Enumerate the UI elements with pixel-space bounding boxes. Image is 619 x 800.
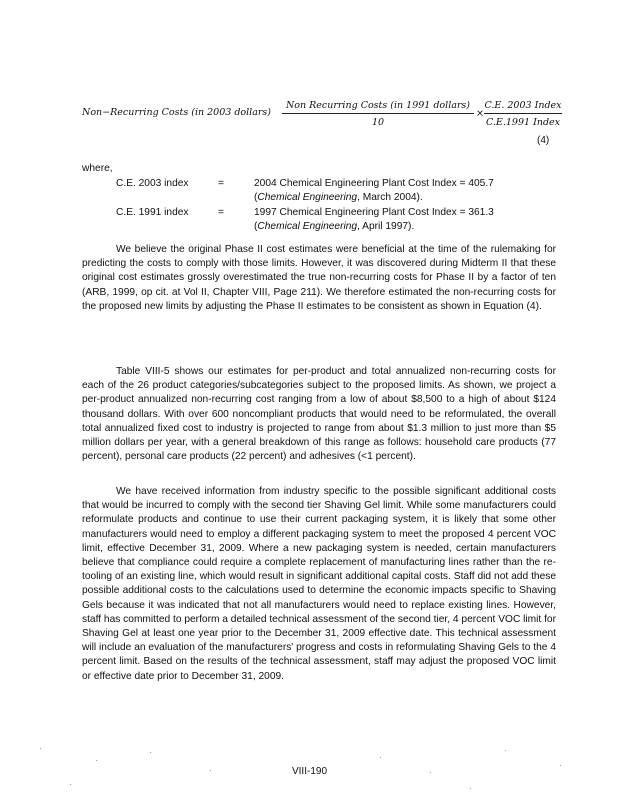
definition-value bbox=[254, 177, 554, 205]
equation-main-fraction bbox=[282, 100, 474, 128]
where-label: where, bbox=[82, 163, 113, 174]
equation-denominator: 10 bbox=[371, 117, 385, 128]
ratio-denominator: C.E.1991 Index bbox=[485, 117, 561, 128]
equation-index-ratio bbox=[484, 100, 562, 128]
source-title: Chemical Engineering bbox=[257, 221, 358, 233]
definition-source: (Chemical Engineering, March 2004). bbox=[254, 192, 423, 204]
multiply-sign: × bbox=[476, 108, 484, 119]
source-title: Chemical Engineering bbox=[257, 192, 358, 204]
definition-equals: = bbox=[218, 178, 224, 189]
definition-source: (Chemical Engineering, April 1997). bbox=[254, 221, 415, 233]
equation-lhs: Non−Recurring Costs (in 2003 dollars) bbox=[82, 107, 271, 118]
paragraph-text: We believe the original Phase II cost estimates were beneficial at the time of the rulemaking for predicting the costs to comply with those limits. However, it was discovered during Midterm II that these original cost estimates grossly overestimated the true non-recurring costs for Phase II by a factor of ten (ARB, 1999, op cit. at Vol II, Chapter VIII, Page 211). We therefore estimated the non-recurring costs for the proposed new limits by adjusting the Phase II estimates to be consistent as shown in Equation (4). bbox=[82, 244, 556, 312]
definition-label: C.E. 1991 index bbox=[116, 207, 189, 218]
paragraph-text: Table VIII-5 shows our estimates for per-product and total annualized non-recurring costs for each of the 26 product categories/subcategories subject to the proposed limits. As shown, we project a per-product annualized non-recurring cost ranging from a low of about $8,500 to a high of about $124 thousand dollars. With over 600 noncompliant products that would need to be reformulated, the overall total annualized fixed cost to industry is projected to range from about $1.3 million to just more than $5 million dollars per year, with a general breakdown of this range as follows: household care products (77 percent), personal care products (22 percent) and adhesives (<1 percent). bbox=[82, 366, 556, 463]
definition-equals: = bbox=[218, 207, 224, 218]
definition-value-text: 1997 Chemical Engineering Plant Cost Index = 361.3 bbox=[254, 207, 494, 218]
paragraph bbox=[82, 243, 556, 314]
paragraph-text: We have received information from industry specific to the possible significant additional costs that would be incurred to comply with the second tier Shaving Gel limit. While some manufacturers could reformulate products and continue to use their current packaging system, it is likely that some other manufacturers would need to employ a different packaging system to meet the proposed 4 percent VOC limit, effective December 31, 2009. Where a new packaging system is needed, certain manufacturers believe that compliance could require a complete replacement of manufacturing lines rather than the re-tooling of an existing line, which would result in significant additional capital costs. Staff did not add these possible additional costs to the calculations used to determine the economic impacts specific to Shaving Gels because it was indicated that not all manufacturers would need to replace existing lines. However, staff has committed to perform a detailed technical assessment of the second tier, 4 percent VOC limit for Shaving Gel at least one year prior to the December 31, 2009 effective date. This technical assessment will include an evaluation of the manufacturers' progress and costs in reformulating Shaving Gels to the 4 percent limit. Based on the results of the technical assessment, staff may adjust the proposed VOC limit or effective date prior to December 31, 2009. bbox=[82, 486, 556, 682]
ratio-numerator: C.E. 2003 Index bbox=[484, 100, 562, 111]
paragraph bbox=[82, 365, 556, 464]
equation-numerator: Non Recurring Costs (in 1991 dollars) bbox=[285, 100, 471, 111]
paragraph bbox=[82, 485, 556, 684]
page-number: VIII-190 bbox=[291, 766, 328, 777]
equation-number: (4) bbox=[537, 135, 550, 146]
definition-label: C.E. 2003 index bbox=[116, 178, 189, 189]
definition-value-text: 2004 Chemical Engineering Plant Cost Index = 405.7 bbox=[254, 178, 494, 189]
definition-value bbox=[254, 206, 554, 234]
